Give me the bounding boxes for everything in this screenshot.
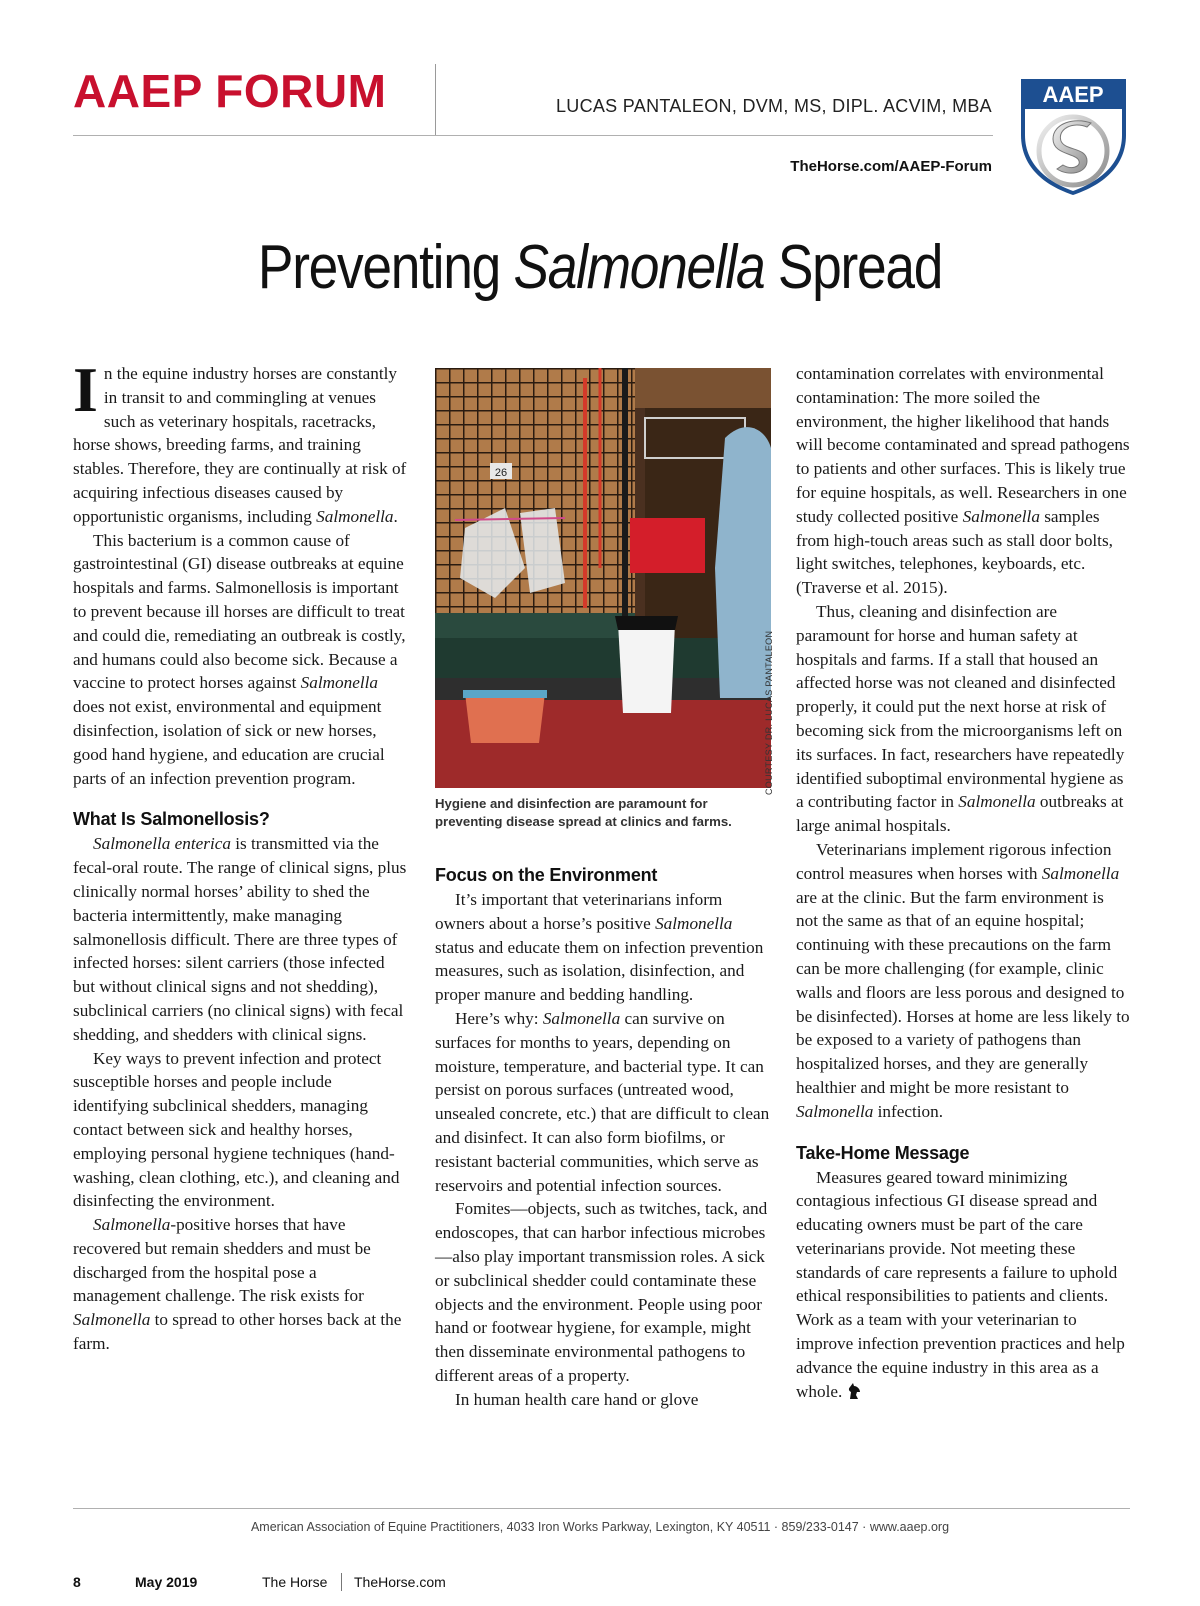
section-url-link[interactable]: TheHorse.com/AAEP-Forum: [790, 158, 992, 175]
paragraph: Salmonella-positive horses that have recovered but remain shedders and must be discharged from the hospital pose a management challenge. The risk exists for Salmonella to spread to other horses back at the farm.: [73, 1215, 402, 1354]
author-byline: LUCAS PANTALEON, DVM, MS, DIPL. ACVIM, MBA: [555, 96, 992, 116]
paragraph: Veterinarians implement rigorous infection control measures when horses with Salmonella are at the clinic. But the farm environment is not the same as that of an equine hospital; continuing with these precautions on the farm can be more challenging (for example, clinic walls and floors are less porous and designed to be disinfected). Horses at home are less likely to be exposed to a variety of pathogens than hospitalized horses, and they are generally healthier and might be more resistant to Salmonella infection.: [796, 839, 1130, 1121]
drop-cap: I: [73, 354, 98, 425]
logo-text: AAEP: [1042, 82, 1104, 107]
page-number: 8: [73, 1574, 81, 1590]
paragraph: Key ways to prevent infection and protect susceptible horses and people include identifying subclinical shedders, managing contact between sick and healthy horses, employing personal hygiene techniques (hand-washing, clean clothing, etc.), and cleaning and disinfecting the environment.: [73, 1048, 400, 1211]
article-column-1: [73, 354, 408, 1356]
photo-credit: COURTESY DR. LUCAS PANTALEON: [764, 630, 774, 795]
heading-focus-on-environment: Focus on the Environment: [435, 865, 658, 885]
stall-hygiene-photo: [435, 368, 771, 788]
paragraph: Thus, cleaning and disinfection are paramount for horse and human safety at hospitals and farms. If a stall that housed an affected horse was not cleaned and disinfected properly, it could put the next horse at risk of becoming sick from the microorganisms left on its surfaces. In fact, researchers have repeatedly identified suboptimal environmental hygiene as a contributing factor in Salmonella outbreaks at large animal hospitals.: [796, 601, 1125, 836]
article-column-3: [796, 362, 1130, 1403]
intro-paragraph: In the equine industry horses are constantly in transit to and commingling at venues such as veterinary hospitals, racetracks, horse shows, breeding farms, and training stables. Therefore, they are continually at risk of acquiring infectious diseases caused by opportunistic organisms, including Salmonella.: [73, 354, 407, 526]
article-column-2: [435, 864, 770, 1412]
paragraph: It’s important that veterinarians inform owners about a horse’s positive Salmonella status and educate them on infection prevention measures, such as isolation, disinfection, and proper manure and bedding handling.: [435, 890, 764, 1005]
header-rule: [73, 135, 993, 136]
paragraph: contamination correlates with environmental contamination: The more soiled the environment, the higher likelihood that hands will become contaminated and spread pathogens to patients and other surfaces. This is likely true for equine hospitals, as well. Researchers in one study collected positive Salmonella samples from high-touch areas such as stall door bolts, light switches, telephones, keyboards, etc. (Traverse et al. 2015).: [796, 364, 1130, 598]
paragraph: Measures geared toward minimizing contagious infectious GI disease spread and educating owners must be part of the care veterinarians provide. Not meeting these standards of care represents a failure to uphold ethical responsibilities to patients and clients. Work as a team with your veterinarian to improve infection prevention practices and help advance the equine industry in this area as a whole.: [796, 1167, 1125, 1401]
paragraph: Salmonella enterica is transmitted via the fecal-oral route. The range of clinical signs, plus clinically normal horses’ ability to shed the bacteria intermittently, make managing salmonellosis difficult. There are three types of infected horses: silent carriers (those infected but without clinical signs and not shedding), subclinical carriers (no clinical signs) with fecal shedding, and shedders with clinical signs.: [73, 834, 407, 1044]
figure-caption: Hygiene and disinfection are paramount for preventing disease spread at clinics and farms.: [435, 796, 732, 829]
footer-address: American Association of Equine Practitioners, 4033 Iron Works Parkway, Lexington, KY 40511 · 859/233-0147 · www.aaep.org: [250, 1520, 950, 1534]
article-title: Preventing Salmonella Spread: [257, 233, 943, 302]
stall-number: 26: [494, 467, 508, 479]
header-divider: [435, 64, 436, 136]
heading-take-home-message: Take-Home Message: [796, 1142, 970, 1163]
issue-date: May 2019: [135, 1574, 198, 1590]
magazine-name: The Horse: [262, 1574, 328, 1590]
paragraph: Here’s why: Salmonella can survive on surfaces for months to years, depending on moisture, temperature, and bacterial type. It can persist on porous surfaces (untreated wood, unsealed concrete, etc.) that are difficult to clean and disinfect. It can also form biofilms, or resistant bacterial communities, which serve as reservoirs and potential infection sources.: [435, 1008, 770, 1195]
footer-separator: [341, 1573, 342, 1591]
footer-rule: [73, 1508, 1130, 1509]
brand-title: AAEP FORUM: [73, 65, 387, 117]
magazine-url-link[interactable]: TheHorse.com: [354, 1574, 446, 1590]
heading-what-is-salmonellosis: What Is Salmonellosis?: [73, 809, 270, 830]
article-figure: [435, 368, 771, 788]
paragraph: This bacterium is a common cause of gastrointestinal (GI) disease outbreaks at equine hospitals and farms. Salmonellosis is important to prevent because ill horses are difficult to treat and could die, remediating an outbreak is costly, and humans could also become sick. Because a vaccine to protect horses against Salmonella does not exist, environmental and equipment disinfection, isolation of sick or new horses, good hand hygiene, and education are crucial parts of an infection prevention program.: [73, 530, 406, 788]
paragraph: Fomites—objects, such as twitches, tack, and endoscopes, that can harbor infectious microbes—also play important transmission roles. A sick or subclinical shedder could contaminate these objects and the environment. People using poor hand or footwear hygiene, for example, might then disseminate environmental pathogens to different areas of a property.: [435, 1199, 768, 1385]
horse-head-end-mark-icon: [846, 1383, 861, 1399]
aaep-shield-logo: [1017, 75, 1130, 197]
paragraph: In human health care hand or glove: [455, 1389, 699, 1409]
